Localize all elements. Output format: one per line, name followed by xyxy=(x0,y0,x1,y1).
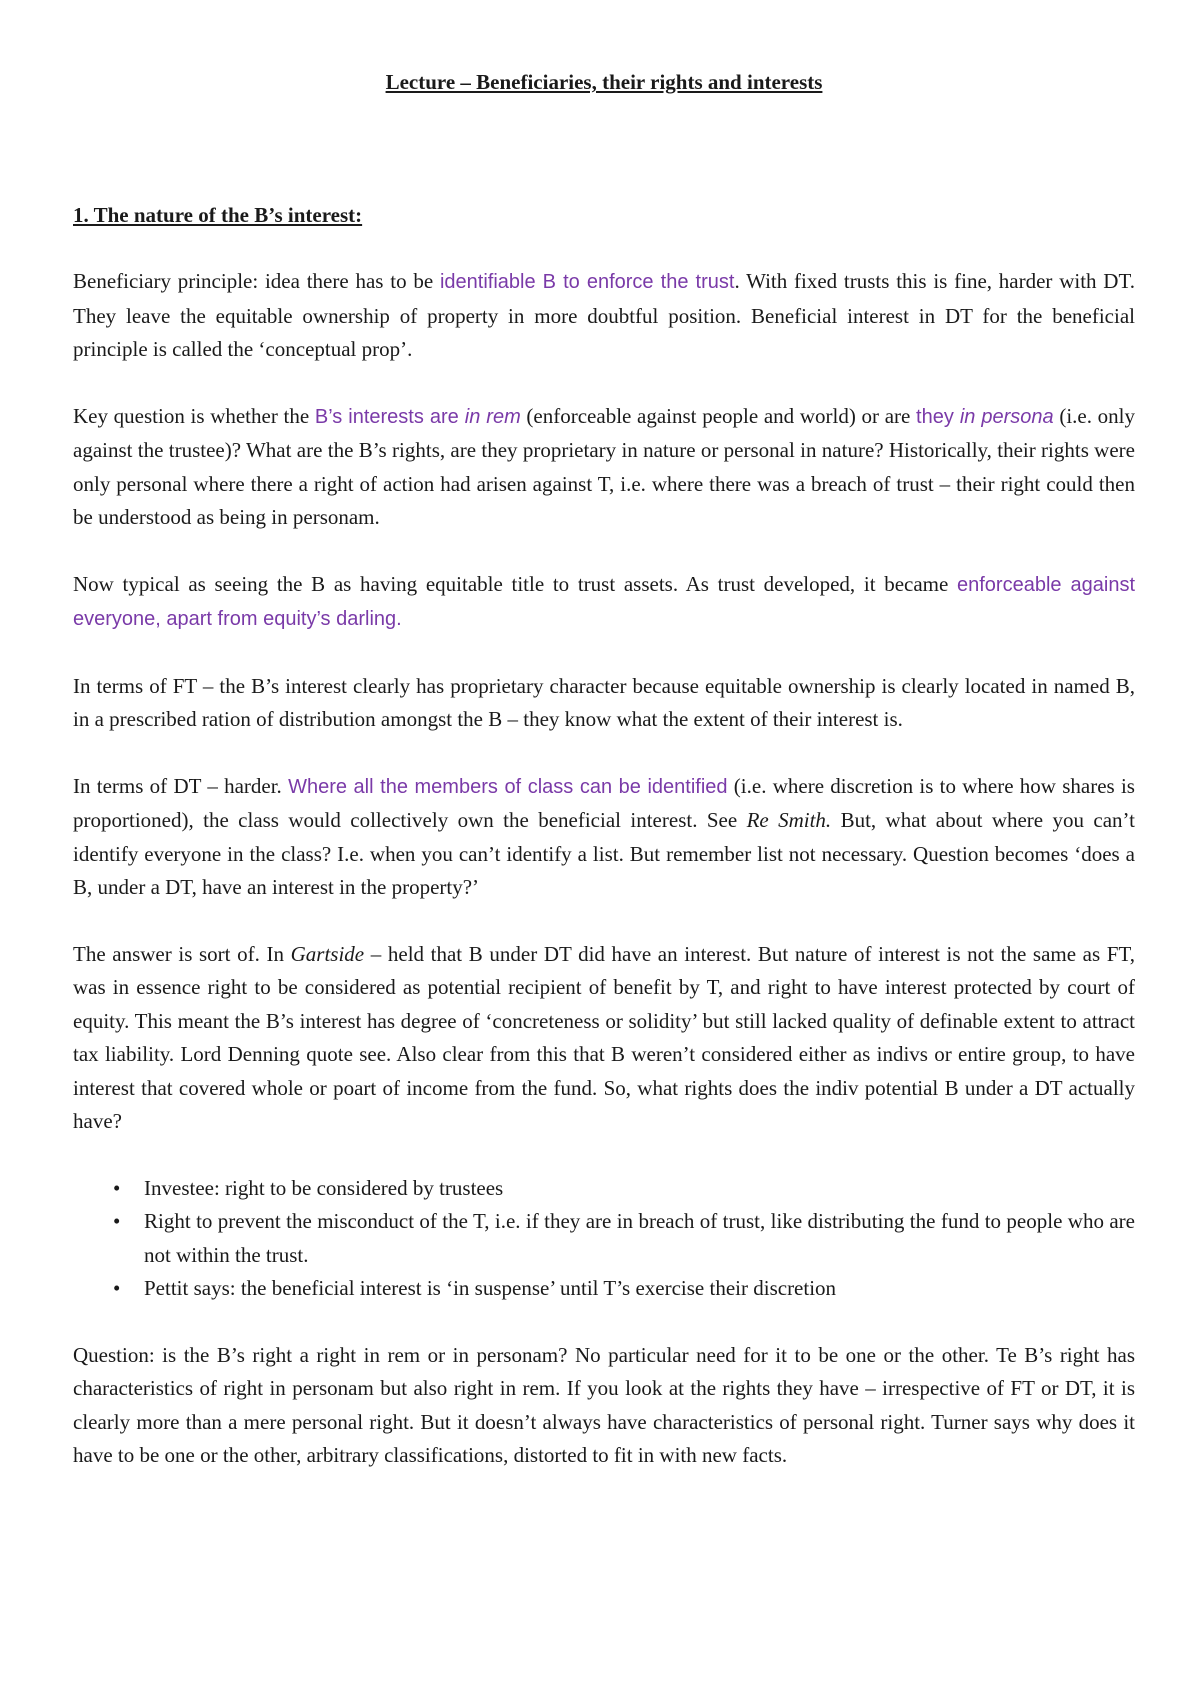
paragraph-key-question xyxy=(73,400,1135,535)
text-run: Key question is whether the xyxy=(73,403,315,428)
text-run: Beneficiary principle: idea there has to be xyxy=(73,269,440,293)
text-run: (i.e. only against the trustee)? What are the B’s rights, are they proprietary in nature or personal in nature? Historically, their rights were only personal where there a right of action had arisen against T, i.e. where there was a breach of trust – their right could then be understood as being in personam. xyxy=(73,403,1136,529)
text-run: In terms of DT – harder. xyxy=(73,773,289,798)
bullet-icon: • xyxy=(113,1209,121,1233)
paragraph-gartside xyxy=(73,938,1135,1139)
highlight-italic-text: in rem xyxy=(464,405,521,428)
highlight-text: enforceable against everyone, apart from equity’s darling. xyxy=(73,573,1135,630)
highlight-text: identifiable B to enforce the trust xyxy=(439,271,735,293)
highlight-text: they xyxy=(916,405,960,428)
text-run: Now typical as seeing the B as having equitable title to trust assets. As trust developed, it became xyxy=(73,571,957,596)
document-page xyxy=(73,56,1135,1473)
highlight-italic-text: in persona xyxy=(959,405,1054,428)
list-item-text: Right to prevent the misconduct of the T, i.e. if they are in breach of trust, like distributing the fund to people who are not within the trust. xyxy=(144,1209,1135,1267)
list-item xyxy=(73,1272,1135,1306)
section-heading: 1. The nature of the B’s interest: xyxy=(73,202,363,227)
bullet-icon: • xyxy=(113,1276,121,1300)
paragraph-equitable-title xyxy=(73,568,1135,637)
document-title: Lecture – Beneficiaries, their rights and interests xyxy=(385,70,823,94)
text-run: . With fixed trusts this is fine, harder with DT. They leave the equitable ownership of property in more doubtful position. Beneficial interest in DT for the beneficial principle is called the ‘conceptual prop’. xyxy=(73,269,1135,361)
text-run: (enforceable against people and world) or are xyxy=(520,403,917,428)
list-item xyxy=(73,1172,1135,1206)
list-item-text: Investee: right to be considered by trustees xyxy=(144,1175,504,1200)
text-run: The answer is sort of. In xyxy=(73,941,291,966)
text-run: But, what about where you can’t identify everyone in the class? I.e. when you can’t identify a list. But remember list not necessary. Question becomes ‘does a B, under a DT, have an interest in the property?’ xyxy=(73,808,1135,899)
text-run: – held that B under DT did have an interest. But nature of interest is not the same as FT, was in essence right to be considered as potential recipient of benefit by T, and right to have interest protected by court of equity. This meant the B’s interest has degree of ‘concreteness or solidity’ but still lacked quality of definable extent to attract tax liability. Lord Denning quote see. Also clear from this that B weren’t considered either as indivs or entire group, to have interest that covered whole or poart of income from the fund. So, what rights does the indiv potential B under a DT actually have? xyxy=(73,941,1136,1133)
paragraph-rem-or-personam: Question: is the B’s right a right in rem or in personam? No particular need for it to be one or the other. Te B’s right has characteristics of right in personam but also right in rem. If you look at the rights they have – irrespective of FT or DT, it is clearly more than a mere personal right. But it doesn’t always have characteristics of personal right. Turner says why does it have to be one or the other, arbitrary classifications, distorted to fit in with new facts. xyxy=(73,1342,1135,1467)
text-run: (i.e. where discretion is to where how shares is proportioned), the class would collectively own the beneficial interest. See xyxy=(73,773,1135,832)
paragraph-discretionary-trust xyxy=(73,770,1135,905)
rights-list xyxy=(73,1172,1135,1306)
case-name: Gartside xyxy=(290,941,365,966)
list-item xyxy=(73,1205,1135,1272)
highlight-text: B’s interests are xyxy=(314,405,465,428)
bullet-icon: • xyxy=(113,1175,121,1200)
highlight-text: Where all the members of class can be identified xyxy=(288,775,728,798)
paragraph-beneficiary-principle xyxy=(73,265,1135,367)
list-item-text: Pettit says: the beneficial interest is ‘in suspense’ until T’s exercise their discretion xyxy=(144,1276,837,1300)
paragraph-fixed-trust: In terms of FT – the B’s interest clearly has proprietary character because equitable ownership is clearly located in named B, in a prescribed ration of distribution amongst the B – they know what the extent of their interest is. xyxy=(73,673,1135,731)
case-name: Re Smith. xyxy=(746,808,832,832)
